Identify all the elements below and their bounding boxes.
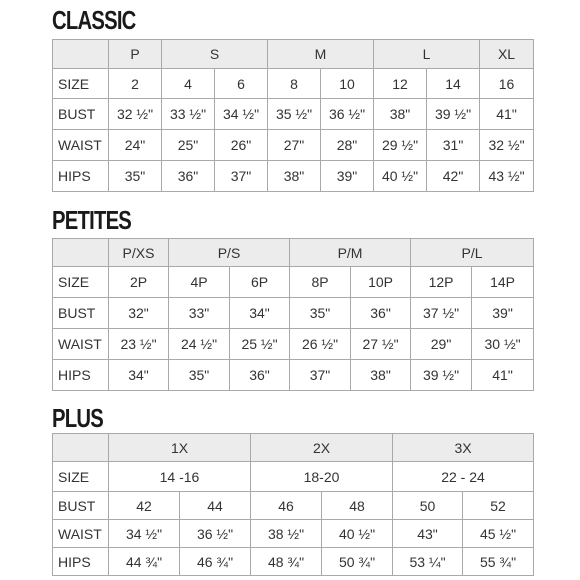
size-cell: 10 — [321, 69, 374, 99]
value-cell: 48 — [322, 492, 393, 520]
group-header: 2X — [251, 434, 393, 462]
size-cell: 14P — [472, 267, 534, 298]
value-cell: 27" — [268, 130, 321, 161]
value-cell: 44 — [180, 492, 251, 520]
value-cell: 30 ½" — [472, 329, 534, 360]
value-cell: 42 — [109, 492, 180, 520]
petites-bust-row — [53, 298, 534, 329]
size-cell: 4P — [169, 267, 230, 298]
plus-group-row — [53, 434, 534, 462]
value-cell: 50 ¾" — [322, 548, 393, 576]
group-header: P — [109, 40, 162, 69]
row-label: SIZE — [53, 69, 109, 99]
value-cell: 38" — [351, 360, 411, 391]
value-cell: 52 — [463, 492, 534, 520]
value-cell: 53 ¼" — [393, 548, 463, 576]
value-cell: 32 ½" — [109, 99, 162, 130]
value-cell: 34 ½" — [215, 99, 268, 130]
value-cell: 23 ½" — [109, 329, 169, 360]
value-cell: 36" — [162, 161, 215, 192]
value-cell: 35" — [109, 161, 162, 192]
value-cell: 39 ½" — [427, 99, 480, 130]
row-label: WAIST — [53, 329, 109, 360]
size-cell: 14 — [427, 69, 480, 99]
row-label: BUST — [53, 99, 109, 130]
value-cell: 43" — [393, 520, 463, 548]
group-header: L — [374, 40, 480, 69]
group-header: P/L — [411, 239, 534, 267]
value-cell: 36 ½" — [180, 520, 251, 548]
classic-bust-row — [53, 99, 534, 130]
value-cell: 34" — [109, 360, 169, 391]
value-cell: 32 ½" — [480, 130, 534, 161]
row-label: HIPS — [53, 548, 109, 576]
size-cell: 16 — [480, 69, 534, 99]
value-cell: 37" — [290, 360, 351, 391]
value-cell: 42" — [427, 161, 480, 192]
classic-group-row — [53, 40, 534, 69]
plus-bust-row — [53, 492, 534, 520]
row-label: SIZE — [53, 462, 109, 492]
value-cell: 55 ¾" — [463, 548, 534, 576]
value-cell: 29 ½" — [374, 130, 427, 161]
value-cell: 24 ½" — [169, 329, 230, 360]
plus-size-row — [53, 462, 534, 492]
classic-hips-row — [53, 161, 534, 192]
petites-waist-row — [53, 329, 534, 360]
value-cell: 38" — [374, 99, 427, 130]
row-label: HIPS — [53, 161, 109, 192]
value-cell: 39 ½" — [411, 360, 472, 391]
corner-cell — [53, 40, 109, 69]
size-range-cell: 18-20 — [251, 462, 393, 492]
value-cell: 46 — [251, 492, 322, 520]
size-cell: 2 — [109, 69, 162, 99]
value-cell: 39" — [472, 298, 534, 329]
petites-size-row — [53, 267, 534, 298]
value-cell: 40 ½" — [374, 161, 427, 192]
size-cell: 2P — [109, 267, 169, 298]
value-cell: 36" — [230, 360, 290, 391]
value-cell: 31" — [427, 130, 480, 161]
row-label: WAIST — [53, 520, 109, 548]
value-cell: 32" — [109, 298, 169, 329]
size-cell: 12P — [411, 267, 472, 298]
value-cell: 36" — [351, 298, 411, 329]
group-header: XL — [480, 40, 534, 69]
plus-hips-row — [53, 548, 534, 576]
classic-size-table — [52, 39, 534, 192]
value-cell: 39" — [321, 161, 374, 192]
plus-waist-row — [53, 520, 534, 548]
value-cell: 48 ¾" — [251, 548, 322, 576]
value-cell: 41" — [472, 360, 534, 391]
value-cell: 24" — [109, 130, 162, 161]
value-cell: 36 ½" — [321, 99, 374, 130]
value-cell: 34" — [230, 298, 290, 329]
value-cell: 35" — [290, 298, 351, 329]
value-cell: 37 ½" — [411, 298, 472, 329]
value-cell: 40 ½" — [322, 520, 393, 548]
size-cell: 10P — [351, 267, 411, 298]
classic-waist-row — [53, 130, 534, 161]
value-cell: 27 ½" — [351, 329, 411, 360]
classic-title: CLASSIC — [52, 5, 136, 35]
value-cell: 50 — [393, 492, 463, 520]
value-cell: 44 ¾" — [109, 548, 180, 576]
value-cell: 46 ¾" — [180, 548, 251, 576]
value-cell: 34 ½" — [109, 520, 180, 548]
row-label: WAIST — [53, 130, 109, 161]
group-header: 3X — [393, 434, 534, 462]
value-cell: 26" — [215, 130, 268, 161]
value-cell: 33" — [169, 298, 230, 329]
plus-size-table — [52, 433, 534, 576]
plus-title: PLUS — [52, 403, 103, 433]
group-header: M — [268, 40, 374, 69]
row-label: SIZE — [53, 267, 109, 298]
value-cell: 45 ½" — [463, 520, 534, 548]
corner-cell — [53, 239, 109, 267]
row-label: BUST — [53, 492, 109, 520]
value-cell: 38 ½" — [251, 520, 322, 548]
group-header: P/S — [169, 239, 290, 267]
petites-group-row — [53, 239, 534, 267]
corner-cell — [53, 434, 109, 462]
petites-title: PETITES — [52, 205, 132, 235]
value-cell: 41" — [480, 99, 534, 130]
size-cell: 6P — [230, 267, 290, 298]
value-cell: 35 ½" — [268, 99, 321, 130]
value-cell: 28" — [321, 130, 374, 161]
size-range-cell: 14 -16 — [109, 462, 251, 492]
size-cell: 8 — [268, 69, 321, 99]
value-cell: 43 ½" — [480, 161, 534, 192]
size-cell: 6 — [215, 69, 268, 99]
size-cell: 12 — [374, 69, 427, 99]
value-cell: 29" — [411, 329, 472, 360]
group-header: 1X — [109, 434, 251, 462]
value-cell: 38" — [268, 161, 321, 192]
classic-size-row — [53, 69, 534, 99]
row-label: BUST — [53, 298, 109, 329]
group-header: S — [162, 40, 268, 69]
row-label: HIPS — [53, 360, 109, 391]
group-header: P/XS — [109, 239, 169, 267]
value-cell: 33 ½" — [162, 99, 215, 130]
group-header: P/M — [290, 239, 411, 267]
size-cell: 4 — [162, 69, 215, 99]
value-cell: 25" — [162, 130, 215, 161]
petites-hips-row — [53, 360, 534, 391]
size-range-cell: 22 - 24 — [393, 462, 534, 492]
value-cell: 26 ½" — [290, 329, 351, 360]
petites-size-table — [52, 238, 534, 391]
value-cell: 37" — [215, 161, 268, 192]
value-cell: 35" — [169, 360, 230, 391]
value-cell: 25 ½" — [230, 329, 290, 360]
size-cell: 8P — [290, 267, 351, 298]
